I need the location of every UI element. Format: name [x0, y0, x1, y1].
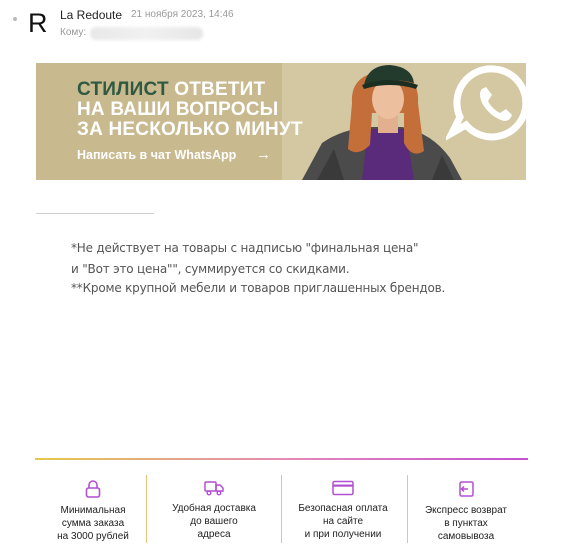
- message-date: 21 ноября 2023, 14:46: [131, 9, 234, 20]
- feature-text-line: самовывоза: [437, 531, 495, 542]
- note-line: **Кроме крупной мебели и товаров приглашенных брендов.: [71, 281, 446, 295]
- headline-line2: НА ВАШИ ВОПРОСЫ: [77, 99, 279, 120]
- email-header: [0, 0, 573, 50]
- whatsapp-chat-link[interactable]: Написать в чат WhatsApp: [77, 148, 237, 162]
- lock-icon: [85, 480, 101, 498]
- feature-text-line: Безопасная оплата: [298, 503, 388, 514]
- truck-icon: [204, 480, 224, 496]
- recipient-label: Кому:: [60, 27, 87, 38]
- sender-avatar[interactable]: R: [28, 8, 48, 38]
- recipient-redacted: [90, 27, 203, 40]
- note-line: и "Вот это цена"", суммируется со скидками.: [71, 262, 350, 276]
- feature-min-order: [41, 470, 145, 550]
- feature-text-line: на сайте: [322, 516, 364, 527]
- sender-name[interactable]: La Redoute: [60, 8, 123, 22]
- whatsapp-stylist-banner[interactable]: [36, 63, 526, 180]
- feature-text-line: Экспресс возврат: [424, 505, 508, 516]
- note-line: *Не действует на товары с надписью "финальная цена": [71, 241, 419, 255]
- feature-return: [414, 470, 518, 550]
- headline-line3: ЗА НЕСКОЛЬКО МИНУТ: [77, 119, 303, 140]
- feature-text-line: до вашего: [190, 516, 238, 527]
- card-icon: [332, 480, 354, 496]
- feature-separator: [407, 475, 408, 543]
- arrow-right-icon: →: [256, 146, 271, 163]
- banner-headline: [77, 80, 303, 140]
- divider: [36, 213, 154, 214]
- feature-payment: [286, 470, 400, 550]
- feature-separator: [146, 475, 147, 543]
- feature-text-line: адреса: [197, 529, 231, 540]
- headline-accent: СТИЛИСТ: [77, 79, 169, 100]
- feature-separator: [281, 475, 282, 543]
- feature-text-line: Минимальная: [60, 505, 126, 516]
- whatsapp-icon: [446, 63, 526, 141]
- unread-dot: [13, 17, 17, 21]
- feature-text-line: Удобная доставка: [172, 503, 256, 514]
- feature-text-line: на 3000 рублей: [57, 531, 129, 542]
- feature-text-line: сумма заказа: [61, 518, 125, 529]
- footer-gradient-line: [35, 458, 528, 460]
- feature-text-line: и при получении: [304, 529, 382, 540]
- feature-text-line: в пунктах: [444, 518, 488, 529]
- headline-line1: ОТВЕТИТ: [174, 79, 266, 100]
- return-icon: [457, 480, 475, 498]
- feature-delivery: [158, 470, 270, 550]
